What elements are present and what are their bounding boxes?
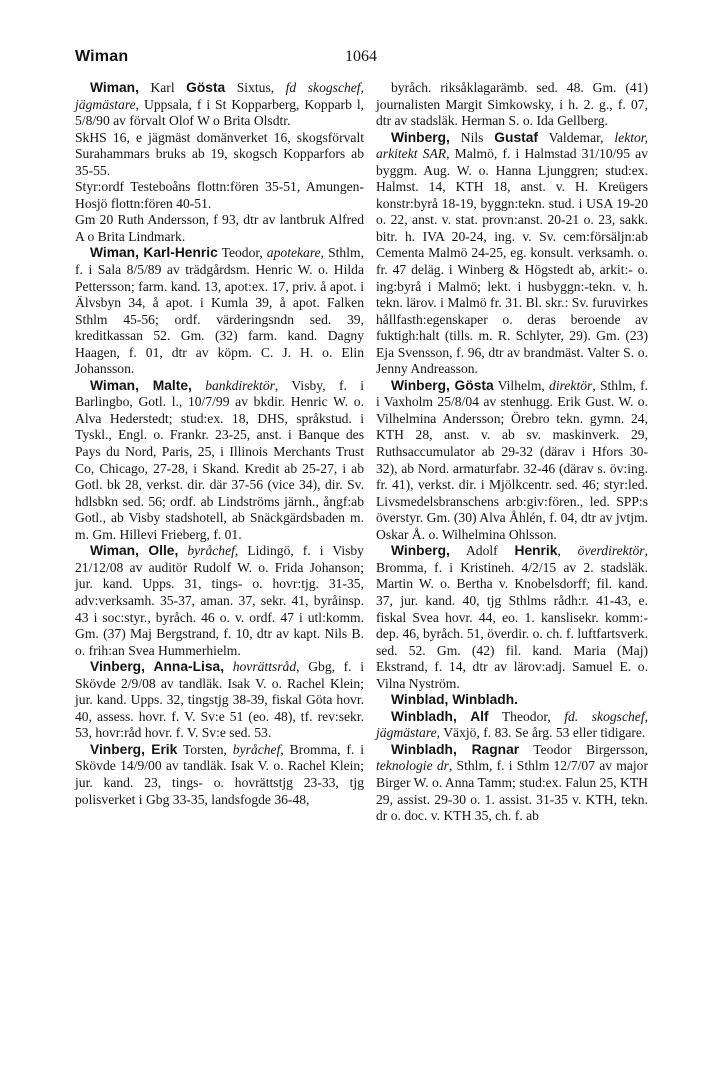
entry-text: , Växjö, f. 83. Se årg. 53 eller tidigare. bbox=[436, 725, 646, 741]
entry-given-names bbox=[224, 659, 233, 674]
entry-title: hovrättsråd bbox=[232, 659, 297, 675]
entry bbox=[376, 709, 648, 742]
entry bbox=[75, 245, 364, 377]
entry bbox=[376, 378, 648, 543]
entry bbox=[75, 659, 364, 742]
entry bbox=[376, 130, 648, 378]
entry bbox=[75, 80, 364, 130]
entry-text: , Sthlm, f. i Sthlm 12/7/07 av major Birger W. o. Anna Tamm; stud:ex. Falun 25, KTH 29, assist. 29-30 o. 1. assist. 31-35 v. KTH, tekn. dr o. doc. v. KTH 35, ch. f. ab bbox=[376, 758, 648, 824]
entry-text: , Uppsala, f i St Kopparberg, Kopparb l, 5/8/90 av förvalt Olof W o Brita Olsdtr. bbox=[75, 96, 364, 129]
entry-title: byråchef bbox=[187, 543, 235, 559]
entry bbox=[376, 543, 648, 692]
entry-title: fd. skogschef, jägmästare bbox=[376, 708, 649, 741]
entry-title: bankdirektör bbox=[205, 377, 275, 393]
entry-text: , Visby, f. i Barlingbo, Gotl. l., 10/7/99 av bkdir. Henric W. o. Alva Hederstedt; stud:ex. 18, DHS, språkstud. i Tyskl., Engl. o. Frankr. 23-25, anst. i Banque des Pays du Nord, Paris, 25, i Illinois Merchants Trust Co, Chicago, 27-28, i Skand. Kredit ab 25-27, i ab Gotl. bk 28, verkst. dir. där 37-56 (vice 34), dir. Sv. hdlsbkn sed. 56; ordf. ab Lindströms järnh., ångf:ab Gotl., ab Visby stadshotell, ab Snäckgärdsbaden m. m. Gm. Hillevi Frieberg, f. 01. bbox=[75, 377, 364, 542]
entry-continuation: Gm 20 Ruth Andersson, f 93, dtr av lantbruk Alfred A o Brita Lindmark. bbox=[75, 212, 364, 244]
entry-text: , Lidingö, f. i Visby 21/12/08 av auditör Rudolf W. o. Frida Johanson; jur. kand. Upps. 31, tings- o. hovr:tjg. 31-35, adv:verksamh. 35-37, aman. 37, sekr. 41, byråinsp. 43 i soc:styr., byråch. 46 o. v. ordf. 47 i utl:komm. Gm. (37) Maj Bergstrand, f. 10, dtr av kapt. Nils B. o. frih:an Svea Hummerhielm. bbox=[75, 543, 364, 658]
entry-headword: Winblad, Winbladh. bbox=[391, 692, 518, 708]
entry-title: byråchef bbox=[232, 741, 281, 757]
entry-continuation: SkHS 16, e jägmäst domänverket 16, skogsförvalt Surahammars bruks ab 19, skogsch Kopparfors ab 35-55. bbox=[75, 129, 364, 178]
entry-headword: Wiman, Karl-Henric bbox=[90, 245, 218, 261]
entry-continuation: Styr:ordf Testeboåns flottn:fören 35-51, Amungen-Hosjö flottn:fören 40-51. bbox=[75, 179, 364, 211]
entry-text: , Sthlm, f. i Vaxholm 25/8/04 av stenhugg. Erik Gust. W. o. Vilhelmina Andersson; Örebro tekn. gymn. 24, KTH 28, anst. v. ab sv. maskinverk. 29, Ruthsaccumulator ab 29-32 (därav i Hfors 30-32), ab Nord. armaturfabr. 32-46 (därav s. öv:ing. fr. 41), verkst. dir. i Mjölkcentr. sed. 46; styr:led. Livsmedelsbranschens arb:giv:fören., led. SPP:s överstyr. Gm. (30) Alva Åhlén, f. 04, dtr av jvtjm. Oskar Å. o. Wilhelmina Ohlsson. bbox=[376, 377, 649, 542]
entry-given-names bbox=[192, 378, 205, 393]
entry-given-names: Karl bbox=[138, 80, 187, 95]
entry-text: , Gbg, f. i Skövde 2/9/08 av tandläk. Isak V. o. Rachel Klein; jur. kand. Upps. 32, tingstjg 38-39, fiskal Göta hovr. 40, assess. hovr. f. V. Sv:e 51 (eo. 48), tf. rev:sekr. 53, hovr:råd hovr. f. V. Sv:e sed. 53. bbox=[75, 659, 365, 741]
entry-text: byråch. riksåklagarämb. sed. 48. Gm. (41) journalisten Margit Simkowsky, i h. 2. g., f. 07, dtr av stadsläk. Herman S. o. Ida Gellberg. bbox=[376, 80, 648, 129]
entry-given-names-rest: Sixtus, bbox=[225, 80, 286, 95]
entry-given-names: Adolf bbox=[449, 543, 515, 559]
entry-given-names-rest: , bbox=[557, 543, 578, 559]
right-column bbox=[376, 80, 648, 825]
running-head bbox=[75, 48, 647, 70]
entry bbox=[376, 742, 648, 825]
entry-headword: Vinberg, Erik bbox=[90, 741, 178, 757]
entry-headword: Wiman, bbox=[90, 80, 139, 95]
entry-headword: Winberg, bbox=[391, 129, 450, 145]
entry-given-names: Theodor, bbox=[488, 708, 565, 724]
entry-title: överdirektör bbox=[577, 543, 645, 559]
entry-text: , Sthlm, f. i Sala 8/5/89 av trädgårdsm. Henric W. o. Hilda Pettersson; farm. kand. 13, apot:ex. 17, priv. å apot. i Älvsbyn 34, å apot. i Kumla 39, å apot. Falken Sthlm 45-56; ordf. värderingsndn sed. 39, kreditkassan 52. Gm. (32) farm. kand. Dagny Haagen, f. 01, dtr av köpm. C. J. H. o. Elin Johansson. bbox=[75, 245, 364, 377]
entry-headword: Wiman, Malte, bbox=[90, 377, 192, 393]
entry-text: , Bromma, f. i Skövde 14/9/00 av tandläk. Isak V. o. Rachel Klein; jur. kand. 23, tings- o. hovrättstjg 23-33, tjg polisverket i Gbg 33-35, landsfogde 36-48, bbox=[75, 741, 364, 807]
left-column bbox=[75, 80, 364, 808]
entry-given-names: Teodor, bbox=[217, 245, 267, 261]
entry-text: , Bromma, f. i Kristineh. 4/2/15 av 2. stadsläk. Martin W. o. Bertha v. Knobelsdorff; fil. kand. 37, jur. kand. 40, tjg Sthlms rådh:r. 41-43, e. fiskal Svea hovr. 44, eo. 1. kanslisekr. komm:-dep. 46, byråch. 51, överdir. o. ch. f. luftfartsverk. sed. 52. Gm. (42) fil. kand. Maria (Maj) Ekstrand, f. 14, dtr av lärov:adj. Samuel E. o. Vilna Nyström. bbox=[376, 543, 648, 691]
entry-text: , Malmö, f. i Halmstad 31/10/95 av byggm. Aug. W. o. Hanna Ljunggren; stud:ex. Halmst. 14, KTH 18, anst. v. H. Kreügers konstr:byrå 18-19, byggn:tekn. stud. i USA 19-20 o. 22, anst. v. stat. provn:anst. 20-21 o. 23, sakk. bitr. h. IVA 20-24, ing. v. Sv. cem:försäljn:ab Cementa Malmö 24-25, eg. konsult. verksamh. o. fr. 47 deläg. i Winberg & Högstedt ab, arkit:- o. ing:byrå i Malmö; lekt. i husbyggn:-tekn. v. h. tekn. lärov. i Malmö fr. 31. Bl. skr.: Sv. furuvirkes hållfasth:egenskaper o. deras beroende av fuktigh:halt (tills. m. R. Schlyter, 29). Gm. (23) Eja Svensson, f. 96, dtr av brandmäst. Valter S. o. Jenny Andreasson. bbox=[376, 146, 648, 377]
entry-title: teknologie dr bbox=[376, 758, 449, 774]
entry-given-names: Teodor Birgersson, bbox=[519, 741, 648, 757]
entry bbox=[75, 543, 364, 659]
entry-headword: Winberg, Gösta bbox=[391, 377, 494, 393]
entry-headword: Winbladh, Alf bbox=[391, 708, 489, 724]
entry-title: fd skogschef, jägmästare bbox=[75, 80, 364, 112]
entry bbox=[376, 80, 648, 130]
entry bbox=[75, 378, 364, 543]
entry-headword: Vinberg, Anna-Lisa, bbox=[90, 659, 225, 675]
entry-call-name: Gustaf bbox=[494, 129, 538, 145]
entry-title: direktör bbox=[549, 377, 593, 393]
entry bbox=[376, 692, 648, 709]
entry-given-names: Nils bbox=[449, 129, 495, 145]
entry-given-names: Vilhelm, bbox=[493, 377, 550, 393]
entry-given-names bbox=[178, 543, 187, 558]
entry-headword: Winberg, bbox=[391, 543, 450, 559]
entry-headword: Wiman, Olle, bbox=[90, 543, 179, 559]
entry-call-name: Gösta bbox=[186, 80, 226, 95]
entry-call-name: Henrik bbox=[514, 543, 558, 559]
entry-given-names: Torsten, bbox=[177, 741, 233, 757]
entry-title: apotekare bbox=[266, 245, 321, 261]
running-head-name: Wiman bbox=[75, 48, 129, 65]
page-number: 1064 bbox=[345, 48, 377, 65]
entry-title: lektor, arkitekt SAR bbox=[376, 129, 648, 162]
entry bbox=[75, 742, 364, 808]
entry-headword: Winbladh, Ragnar bbox=[391, 741, 520, 757]
entry-given-names-rest: Valdemar, bbox=[537, 129, 615, 145]
